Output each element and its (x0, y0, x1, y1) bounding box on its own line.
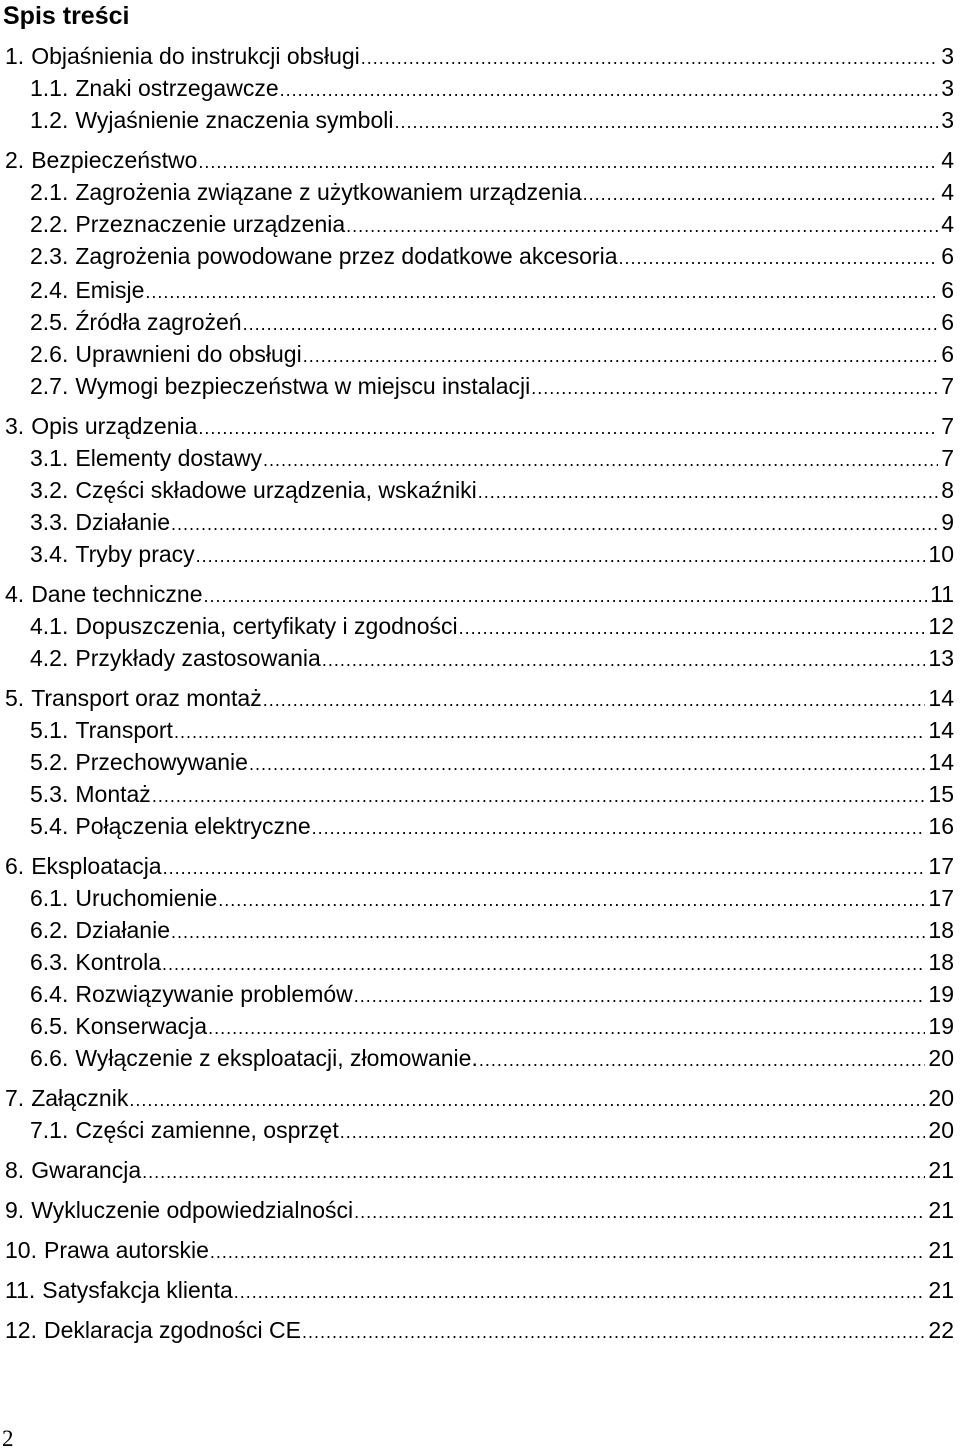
dot-leader (361, 43, 938, 73)
toc-entry[interactable] (30, 1011, 954, 1041)
toc-entry[interactable] (30, 177, 954, 207)
toc-entry-number: 2.5. (30, 309, 69, 335)
toc-entry-page: 4 (941, 147, 954, 173)
toc-entry-title: Kontrola (75, 949, 162, 975)
toc-entry-page: 15 (928, 781, 954, 807)
toc-entry[interactable] (5, 1083, 954, 1113)
toc-entry[interactable] (30, 275, 954, 305)
toc-entry-number: 2.6. (30, 341, 69, 367)
toc-entry[interactable] (30, 339, 954, 369)
toc-entry-page: 9 (941, 509, 954, 535)
toc-entry-page: 6 (941, 309, 954, 335)
toc-entry-page: 4 (941, 211, 954, 237)
toc-entry-number: 2.7. (30, 373, 69, 399)
dot-leader (198, 147, 938, 177)
toc-entry-title: Połączenia elektryczne (75, 813, 311, 839)
toc-entry-title: Uruchomienie (75, 885, 218, 911)
toc-entry[interactable] (30, 883, 954, 913)
toc-entry-number: 7. (5, 1085, 25, 1111)
toc-entry-page: 8 (941, 477, 954, 503)
toc-entry-title: Części zamienne, osprzęt (75, 1117, 339, 1143)
toc-entry-page: 7 (941, 445, 954, 471)
toc-entry-page: 21 (928, 1277, 954, 1303)
toc-entry-title: Wymogi bezpieczeństwa w miejscu instalacji (75, 373, 531, 399)
dot-leader (322, 645, 926, 675)
toc-entry[interactable] (30, 241, 954, 271)
dot-leader (346, 211, 938, 241)
dot-leader (354, 981, 926, 1011)
dot-leader (208, 1013, 925, 1043)
toc-entry[interactable] (5, 1235, 954, 1265)
dot-leader (171, 509, 938, 539)
toc-entry-title: Emisje (75, 277, 145, 303)
dot-leader (280, 75, 939, 105)
toc-entry-title: Wyjaśnienie znaczenia symboli (75, 107, 394, 133)
toc-entry-number: 1. (5, 43, 25, 69)
dot-leader (340, 1117, 926, 1147)
toc-entry-number: 5.2. (30, 749, 69, 775)
toc-entry-page: 10 (928, 541, 954, 567)
page-title: Spis treści (3, 2, 130, 30)
toc-entry-title: Satysfakcja klienta (42, 1277, 233, 1303)
toc-entry-title: Objaśnienia do instrukcji obsługi (31, 43, 360, 69)
toc-entry-page: 14 (928, 717, 954, 743)
toc-entry-number: 6.4. (30, 981, 69, 1007)
toc-entry-page: 21 (928, 1237, 954, 1263)
toc-entry-number: 2. (5, 147, 25, 173)
toc-entry[interactable] (30, 105, 954, 135)
toc-entry-number: 6.1. (30, 885, 69, 911)
toc-entry[interactable] (5, 1195, 954, 1225)
toc-entry[interactable] (30, 209, 954, 239)
toc-entry-number: 7.1. (30, 1117, 69, 1143)
toc-entry-number: 6.2. (30, 917, 69, 943)
toc-entry-number: 5. (5, 685, 25, 711)
toc-entry-page: 21 (928, 1157, 954, 1183)
toc-entry-number: 6. (5, 853, 25, 879)
toc-entry-page: 14 (928, 685, 954, 711)
toc-entry-page: 7 (941, 413, 954, 439)
dot-leader (478, 477, 938, 507)
toc-entry[interactable] (30, 539, 954, 569)
toc-entry-title: Przeznaczenie urządzenia (75, 211, 346, 237)
toc-entry[interactable] (30, 811, 954, 841)
toc-entry-title: Uprawnieni do obsługi (75, 341, 302, 367)
toc-entry-number: 6.5. (30, 1013, 69, 1039)
toc-entry-title: Elementy dostawy (75, 445, 263, 471)
toc-entry-page: 17 (928, 885, 954, 911)
toc-entry-page: 13 (928, 645, 954, 671)
toc-entry-page: 6 (941, 243, 954, 269)
toc-entry-number: 9. (5, 1197, 25, 1223)
toc-entry-number: 3.1. (30, 445, 69, 471)
toc-entry-number: 4. (5, 581, 25, 607)
dot-leader (163, 853, 926, 883)
toc-entry-number: 2.2. (30, 211, 69, 237)
toc-entry-page: 3 (941, 107, 954, 133)
toc-entry-page: 18 (928, 917, 954, 943)
dot-leader (263, 685, 926, 715)
page-number: 2 (2, 1426, 14, 1451)
toc-entry[interactable] (30, 507, 954, 537)
toc-entry-title: Opis urządzenia (31, 413, 198, 439)
toc-entry-title: Transport (75, 717, 173, 743)
toc-entry-page: 22 (928, 1317, 954, 1343)
toc-entry[interactable] (30, 371, 954, 401)
dot-leader (618, 243, 938, 273)
toc-entry-title: Prawa autorskie (43, 1237, 209, 1263)
toc-entry[interactable] (30, 1115, 954, 1145)
toc-entry-number: 6.3. (30, 949, 69, 975)
toc-entry-number: 10. (5, 1237, 37, 1263)
toc-entry[interactable] (30, 307, 954, 337)
toc-entry-page: 20 (928, 1117, 954, 1143)
dot-leader (210, 1237, 926, 1267)
toc-entry-number: 2.4. (30, 277, 69, 303)
toc-entry-number: 11. (5, 1277, 36, 1303)
dot-leader (243, 309, 939, 339)
dot-leader (174, 717, 925, 747)
toc-entry[interactable] (30, 915, 954, 945)
toc-entry-page: 20 (928, 1045, 954, 1071)
toc-entry-page: 6 (941, 341, 954, 367)
toc-entry-page: 18 (928, 949, 954, 975)
toc-entry-page: 16 (928, 813, 954, 839)
toc-entry-title: Wykluczenie odpowiedzialności (31, 1197, 354, 1223)
toc-entry-number: 3. (5, 413, 25, 439)
toc-entry-title: Gwarancja (31, 1157, 142, 1183)
dot-leader (302, 1317, 925, 1347)
toc-entry-page: 12 (928, 613, 954, 639)
dot-leader (303, 341, 939, 371)
toc-entry-page: 14 (928, 749, 954, 775)
toc-entry-number: 5.4. (30, 813, 69, 839)
toc-entry-title: Transport oraz montaż (31, 685, 262, 711)
toc-entry[interactable] (5, 411, 954, 441)
toc-entry-page: 4 (941, 179, 954, 205)
toc-entry[interactable] (30, 73, 954, 103)
dot-leader (583, 179, 939, 209)
toc-entry[interactable] (30, 715, 954, 745)
toc-entry-title: Konserwacja (75, 1013, 208, 1039)
dot-leader (531, 373, 938, 403)
toc-entry-number: 3.3. (30, 509, 69, 535)
toc-entry[interactable] (5, 145, 954, 175)
toc-entry[interactable] (30, 947, 954, 977)
toc-entry-number: 4.2. (30, 645, 69, 671)
dot-leader (394, 107, 938, 137)
toc-entry-page: 20 (928, 1085, 954, 1111)
toc-entry-page: 3 (941, 75, 954, 101)
toc-entry-number: 8. (5, 1157, 25, 1183)
toc-entry[interactable] (5, 579, 954, 609)
dot-leader (198, 413, 938, 443)
toc-entry-title: Dane techniczne (31, 581, 203, 607)
toc-entry-title: Działanie (75, 509, 170, 535)
toc-entry[interactable] (30, 979, 954, 1009)
toc-entry-title: Wyłączenie z eksploatacji, złomowanie. (75, 1045, 478, 1071)
toc-entry-number: 3.2. (30, 477, 69, 503)
toc-entry-number: 6.6. (30, 1045, 69, 1071)
toc-entry-page: 6 (941, 277, 954, 303)
toc-entry-title: Rozwiązywanie problemów (75, 981, 353, 1007)
dot-leader (129, 1085, 925, 1115)
dot-leader (234, 1277, 926, 1307)
toc-entry-number: 5.3. (30, 781, 69, 807)
toc-entry-page: 19 (928, 1013, 954, 1039)
dot-leader (249, 749, 925, 779)
toc-entry-title: Deklaracja zgodności CE (43, 1317, 301, 1343)
toc-entry-title: Przechowywanie (75, 749, 248, 775)
dot-leader (196, 541, 926, 571)
toc-entry-title: Źródła zagrożeń (75, 309, 242, 335)
dot-leader (263, 445, 938, 475)
toc-entry-number: 5.1. (30, 717, 69, 743)
toc-entry-page: 17 (928, 853, 954, 879)
dot-leader (145, 277, 938, 307)
toc-entry[interactable] (5, 1275, 954, 1305)
toc-entry-number: 2.1. (30, 179, 69, 205)
toc-entry[interactable] (5, 1155, 954, 1185)
toc-entry-page: 19 (928, 981, 954, 1007)
toc-entry-number: 12. (5, 1317, 37, 1343)
dot-leader (162, 949, 925, 979)
toc-entry-page: 3 (941, 43, 954, 69)
dot-leader (312, 813, 926, 843)
dot-leader (152, 781, 926, 811)
toc-entry-number: 2.3. (30, 243, 69, 269)
toc-entry[interactable] (5, 41, 954, 71)
toc-entry[interactable] (30, 443, 954, 473)
toc-entry[interactable] (30, 1043, 954, 1073)
toc-entry[interactable] (30, 475, 954, 505)
toc-entry-title: Działanie (75, 917, 170, 943)
toc-entry-title: Bezpieczeństwo (31, 147, 198, 173)
toc-entry-number: 1.2. (30, 107, 69, 133)
toc-entry[interactable] (5, 683, 954, 713)
toc-entry-title: Eksploatacja (31, 853, 162, 879)
dot-leader (459, 613, 926, 643)
toc-entry-number: 1.1. (30, 75, 69, 101)
toc-entry-title: Zagrożenia związane z użytkowaniem urządzenia (75, 179, 582, 205)
toc-entry[interactable] (30, 779, 954, 809)
dot-leader (171, 917, 925, 947)
dot-leader (354, 1197, 925, 1227)
toc-entry-number: 3.4. (30, 541, 69, 567)
toc-entry[interactable] (5, 1315, 954, 1345)
toc-entry[interactable] (30, 747, 954, 777)
toc-entry-title: Załącznik (31, 1085, 129, 1111)
toc-entry[interactable] (30, 611, 954, 641)
toc-entry-title: Zagrożenia powodowane przez dodatkowe akcesoria (75, 243, 618, 269)
dot-leader (479, 1045, 926, 1075)
dot-leader (204, 581, 928, 611)
dot-leader (142, 1157, 925, 1187)
toc-entry-page: 11 (930, 581, 954, 607)
toc-entry-title: Dopuszczenia, certyfikaty i zgodności (75, 613, 458, 639)
toc-entry[interactable] (30, 643, 954, 673)
toc-entry-title: Montaż (75, 781, 151, 807)
toc-entry[interactable] (5, 851, 954, 881)
toc-entry-title: Znaki ostrzegawcze (75, 75, 279, 101)
toc-entry-title: Tryby pracy (75, 541, 195, 567)
toc-entry-number: 4.1. (30, 613, 69, 639)
toc-entry-page: 7 (941, 373, 954, 399)
toc-entry-title: Części składowe urządzenia, wskaźniki (75, 477, 477, 503)
toc-entry-page: 21 (928, 1197, 954, 1223)
dot-leader (218, 885, 925, 915)
toc-entry-title: Przykłady zastosowania (75, 645, 321, 671)
